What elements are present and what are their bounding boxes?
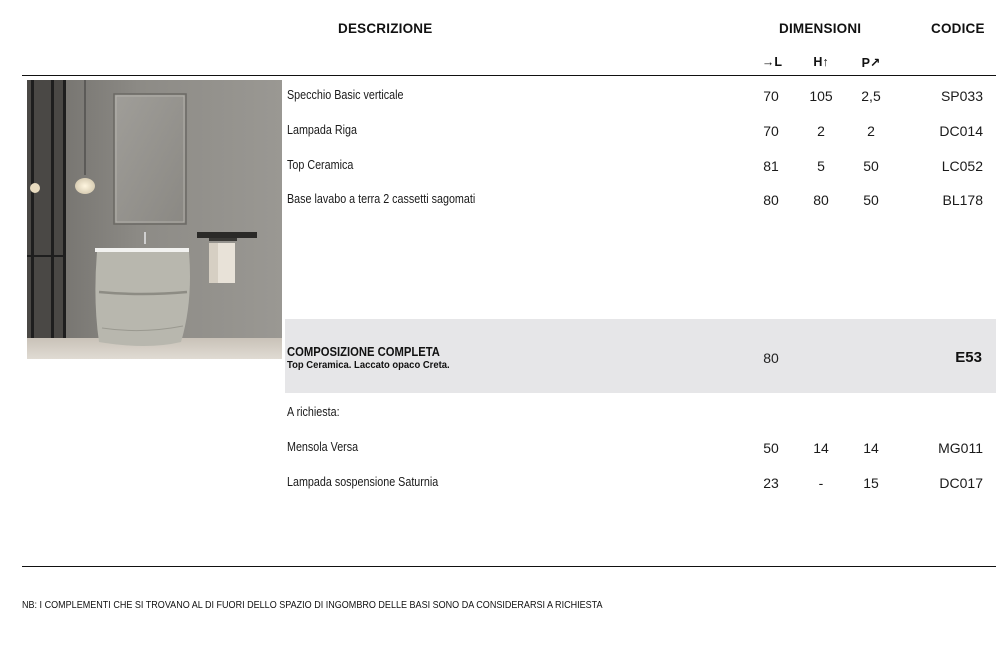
item-code: MG011 <box>938 440 983 456</box>
item-length: 80 <box>763 192 779 208</box>
table-row <box>287 440 997 460</box>
table-row <box>287 192 997 212</box>
item-depth: 2 <box>867 123 875 139</box>
header-dimensioni: DIMENSIONI <box>779 21 862 36</box>
item-depth: 2,5 <box>861 88 881 104</box>
item-description: Specchio Basic verticale <box>287 88 404 102</box>
bottom-divider <box>22 566 996 567</box>
item-height: 105 <box>809 88 833 104</box>
table-row <box>287 158 997 178</box>
composition-subtitle: Top Ceramica. Laccato opaco Creta. <box>287 359 450 371</box>
column-depth-header: P↗ <box>861 56 881 70</box>
item-code: SP033 <box>940 88 983 104</box>
item-description: Lampada Riga <box>287 123 357 137</box>
item-length: 70 <box>763 88 779 104</box>
item-height: 2 <box>817 123 825 139</box>
item-length: 23 <box>763 475 779 491</box>
item-description: Lampada sospensione Saturnia <box>287 475 439 489</box>
header-codice: CODICE <box>931 21 985 36</box>
item-length: 70 <box>763 123 779 139</box>
item-description: Mensola Versa <box>287 440 359 454</box>
item-description: Top Ceramica <box>287 158 354 172</box>
item-code: BL178 <box>942 192 983 208</box>
item-length: 81 <box>763 158 779 174</box>
column-height-header: H↑ <box>813 55 829 69</box>
table-row <box>287 88 997 108</box>
item-depth: 50 <box>863 192 879 208</box>
item-height: - <box>818 475 824 491</box>
item-description: Base lavabo a terra 2 cassetti sagomati <box>287 192 476 206</box>
composition-length: 80 <box>763 350 779 366</box>
item-code: LC052 <box>941 158 983 174</box>
item-height: 80 <box>813 192 829 208</box>
item-height: 14 <box>813 440 829 456</box>
header-descrizione: DESCRIZIONE <box>338 21 433 36</box>
on-request-label: A richiesta: <box>287 405 340 419</box>
composition-title: COMPOSIZIONE COMPLETA <box>287 345 440 359</box>
item-code: DC017 <box>939 475 983 491</box>
column-length-header: →L <box>761 55 783 69</box>
item-depth: 50 <box>863 158 879 174</box>
item-height: 5 <box>817 158 825 174</box>
table-row <box>287 475 997 495</box>
item-length: 50 <box>763 440 779 456</box>
product-photo <box>27 80 282 359</box>
table-row <box>287 123 997 143</box>
item-depth: 14 <box>863 440 879 456</box>
composition-summary <box>285 319 996 393</box>
item-depth: 15 <box>863 475 879 491</box>
composition-code: E53 <box>955 349 982 366</box>
top-divider <box>22 75 996 76</box>
footnote: NB: I COMPLEMENTI CHE SI TROVANO AL DI FUORI DELLO SPAZIO DI INGOMBRO DELLE BASI SONO DA CONSIDERARSI A RICHIESTA <box>22 599 603 611</box>
item-code: DC014 <box>939 123 983 139</box>
